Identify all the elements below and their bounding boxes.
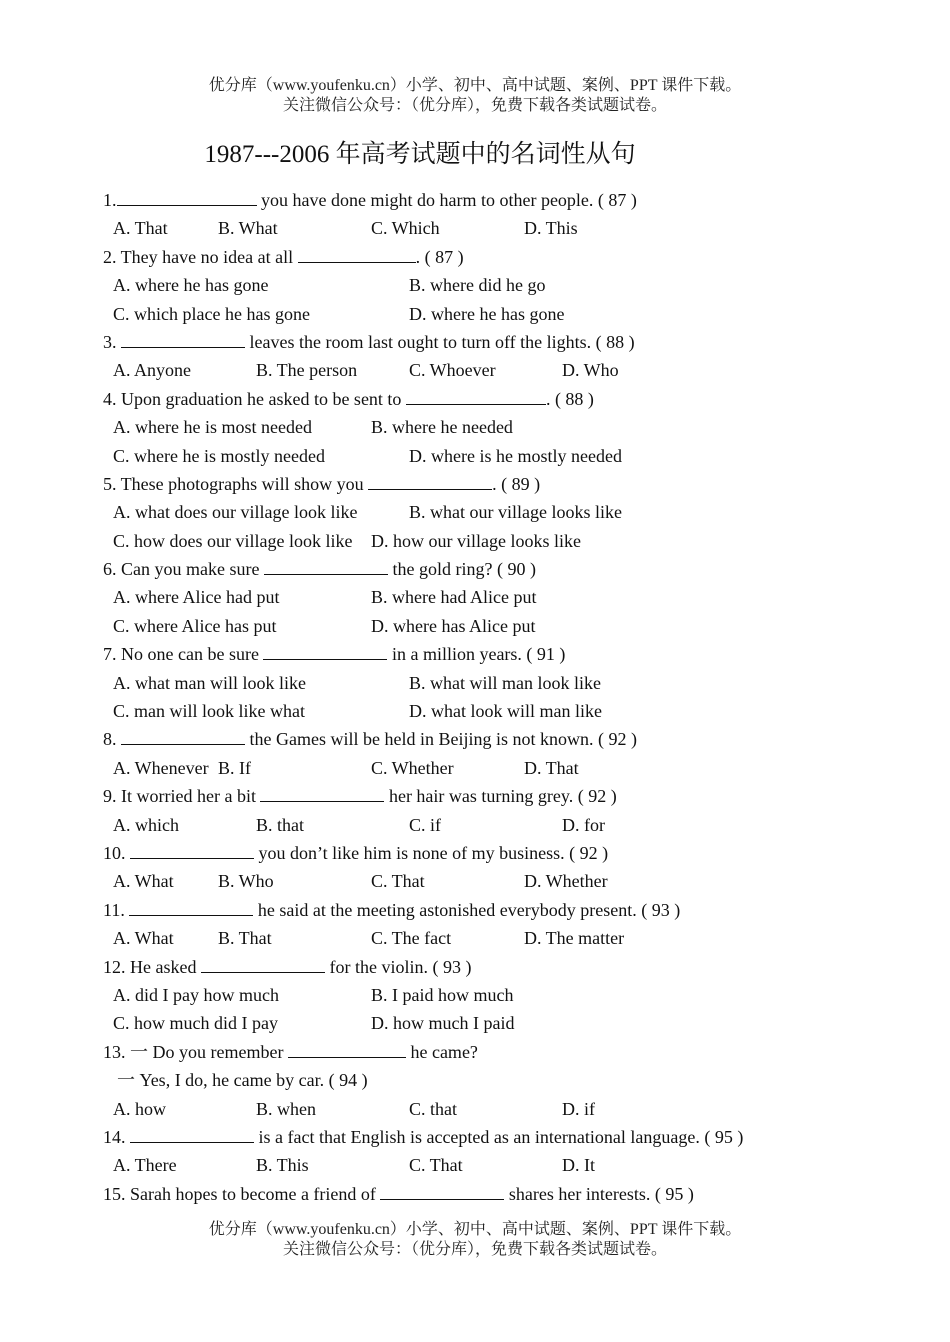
option-b: B. This bbox=[256, 1155, 309, 1176]
option-b: B. what will man look like bbox=[409, 672, 601, 693]
option-d: D. how much I paid bbox=[371, 1013, 515, 1034]
options-q9 bbox=[103, 811, 863, 839]
answer-blank bbox=[298, 246, 416, 263]
question-10: 10. you don’t like him is none of my business. ( 92 ) bbox=[103, 842, 609, 863]
option-c: C. That bbox=[371, 871, 425, 892]
question-7: 7. No one can be sure in a million years. ( 91 ) bbox=[103, 644, 566, 665]
option-d: D. for bbox=[562, 814, 605, 835]
options-q12-row1 bbox=[103, 981, 863, 1009]
question-4: 4. Upon graduation he asked to be sent to . ( 88 ) bbox=[103, 388, 594, 409]
option-c: C. if bbox=[409, 814, 442, 835]
option-b: B. That bbox=[218, 928, 272, 949]
option-b: B. where had Alice put bbox=[371, 587, 537, 608]
options-q6-row2 bbox=[103, 612, 863, 640]
option-c: C. which place he has gone bbox=[113, 303, 310, 324]
option-a: A. where he is most needed bbox=[113, 417, 312, 438]
option-b: B. where did he go bbox=[409, 275, 546, 296]
answer-blank bbox=[130, 842, 254, 859]
option-b: B. I paid how much bbox=[371, 984, 514, 1005]
options-q6-row1 bbox=[103, 583, 863, 611]
question-1: 1. you have done might do harm to other people. ( 87 ) bbox=[103, 190, 637, 210]
option-c: C. Whether bbox=[371, 757, 454, 778]
option-b: B. What bbox=[218, 218, 278, 239]
answer-blank bbox=[260, 785, 384, 802]
option-d: D. Whether bbox=[524, 871, 608, 892]
option-b: B. what our village looks like bbox=[409, 502, 622, 523]
answer-blank bbox=[368, 473, 492, 490]
option-c: C. how does our village look like bbox=[113, 530, 353, 551]
answer-blank bbox=[288, 1041, 406, 1058]
option-a: A. how bbox=[113, 1098, 166, 1119]
option-a: A. Anyone bbox=[113, 360, 191, 381]
answer-blank bbox=[117, 189, 257, 206]
header-line-1: 优分库（www.youfenku.cn）小学、初中、高中试题、案例、PPT 课件下载。 bbox=[208, 77, 742, 94]
option-d: D. This bbox=[524, 218, 578, 239]
option-b: B. The person bbox=[256, 360, 358, 381]
question-13: 13. 一 Do you remember he came? bbox=[103, 1041, 478, 1062]
option-b: B. where he needed bbox=[371, 417, 513, 438]
document-title: 1987---2006 年高考试题中的名词性从句 bbox=[204, 141, 636, 168]
answer-blank bbox=[264, 558, 388, 575]
option-d: D. It bbox=[562, 1155, 595, 1176]
option-c: C. where Alice has put bbox=[113, 615, 277, 636]
question-8: 8. the Games will be held in Beijing is not known. ( 92 ) bbox=[103, 729, 637, 750]
question-12: 12. He asked for the violin. ( 93 ) bbox=[103, 956, 472, 977]
options-q11 bbox=[103, 924, 863, 952]
options-q8 bbox=[103, 754, 863, 782]
page-header bbox=[0, 76, 950, 116]
option-c: C. That bbox=[409, 1155, 463, 1176]
option-c: C. man will look like what bbox=[113, 701, 305, 722]
option-a: A. That bbox=[113, 218, 168, 239]
option-a: A. What bbox=[113, 871, 174, 892]
page-footer bbox=[0, 1220, 950, 1260]
options-q7-row2 bbox=[103, 697, 863, 725]
option-a: A. where Alice had put bbox=[113, 587, 280, 608]
question-14: 14. is a fact that English is accepted as an international language. ( 95 ) bbox=[103, 1126, 744, 1147]
option-a: A. Whenever bbox=[113, 757, 209, 778]
options-q7-row1 bbox=[103, 669, 863, 697]
options-q12-row2 bbox=[103, 1009, 863, 1037]
option-b: B. Who bbox=[218, 871, 274, 892]
option-d: D. That bbox=[524, 757, 579, 778]
question-6: 6. Can you make sure the gold ring? ( 90 ) bbox=[103, 559, 536, 580]
option-d: D. what look will man like bbox=[409, 701, 602, 722]
option-c: C. Whoever bbox=[409, 360, 496, 381]
option-a: A. did I pay how much bbox=[113, 984, 279, 1005]
question-13-reply: 一 Yes, I do, he came by car. ( 94 ) bbox=[117, 1070, 368, 1091]
options-q4-row2 bbox=[103, 442, 863, 470]
option-c: C. where he is mostly needed bbox=[113, 445, 325, 466]
options-q5-row2 bbox=[103, 527, 863, 555]
option-a: A. What bbox=[113, 928, 174, 949]
question-2: 2. They have no idea at all . ( 87 ) bbox=[103, 246, 464, 267]
options-q14 bbox=[103, 1151, 863, 1179]
options-q1 bbox=[103, 214, 863, 242]
answer-blank bbox=[201, 956, 325, 973]
option-d: D. Who bbox=[562, 360, 619, 381]
option-d: D. The matter bbox=[524, 928, 625, 949]
option-a: A. which bbox=[113, 814, 179, 835]
answer-blank bbox=[130, 1126, 254, 1143]
option-b: B. If bbox=[218, 757, 251, 778]
answer-blank bbox=[406, 388, 546, 405]
header-line-2: 关注微信公众号：（优分库），免费下载各类试题试卷。 bbox=[282, 97, 667, 114]
option-a: A. what does our village look like bbox=[113, 502, 358, 523]
question-list bbox=[103, 186, 863, 1208]
options-q5-row1 bbox=[103, 498, 863, 526]
answer-blank bbox=[121, 331, 245, 348]
answer-blank bbox=[380, 1183, 504, 1200]
answer-blank bbox=[121, 728, 245, 745]
option-d: D. how our village looks like bbox=[371, 530, 581, 551]
option-d: D. where is he mostly needed bbox=[409, 445, 622, 466]
option-d: D. where he has gone bbox=[409, 303, 565, 324]
answer-blank bbox=[263, 643, 387, 660]
option-c: C. Which bbox=[371, 218, 440, 239]
option-b: B. when bbox=[256, 1098, 316, 1119]
option-c: C. that bbox=[409, 1098, 457, 1119]
question-15: 15. Sarah hopes to become a friend of shares her interests. ( 95 ) bbox=[103, 1183, 694, 1204]
options-q4-row1 bbox=[103, 413, 863, 441]
answer-blank bbox=[129, 899, 253, 916]
option-a: A. what man will look like bbox=[113, 672, 306, 693]
option-d: D. where has Alice put bbox=[371, 615, 536, 636]
options-q2-row2 bbox=[103, 300, 863, 328]
options-q13 bbox=[103, 1095, 863, 1123]
footer-line-2: 关注微信公众号：（优分库），免费下载各类试题试卷。 bbox=[282, 1241, 667, 1258]
option-a: A. There bbox=[113, 1155, 177, 1176]
question-5: 5. These photographs will show you . ( 89 ) bbox=[103, 473, 541, 494]
question-3: 3. leaves the room last ought to turn off the lights. ( 88 ) bbox=[103, 331, 635, 352]
option-b: B. that bbox=[256, 814, 304, 835]
option-d: D. if bbox=[562, 1098, 595, 1119]
footer-line-1: 优分库（www.youfenku.cn）小学、初中、高中试题、案例、PPT 课件下载。 bbox=[208, 1221, 742, 1238]
options-q10 bbox=[103, 867, 863, 895]
option-c: C. how much did I pay bbox=[113, 1013, 278, 1034]
options-q2-row1 bbox=[103, 271, 863, 299]
option-c: C. The fact bbox=[371, 928, 452, 949]
question-11: 11. he said at the meeting astonished everybody present. ( 93 ) bbox=[103, 899, 681, 920]
option-a: A. where he has gone bbox=[113, 275, 269, 296]
options-q3 bbox=[103, 356, 863, 384]
question-9: 9. It worried her a bit her hair was turning grey. ( 92 ) bbox=[103, 786, 617, 807]
